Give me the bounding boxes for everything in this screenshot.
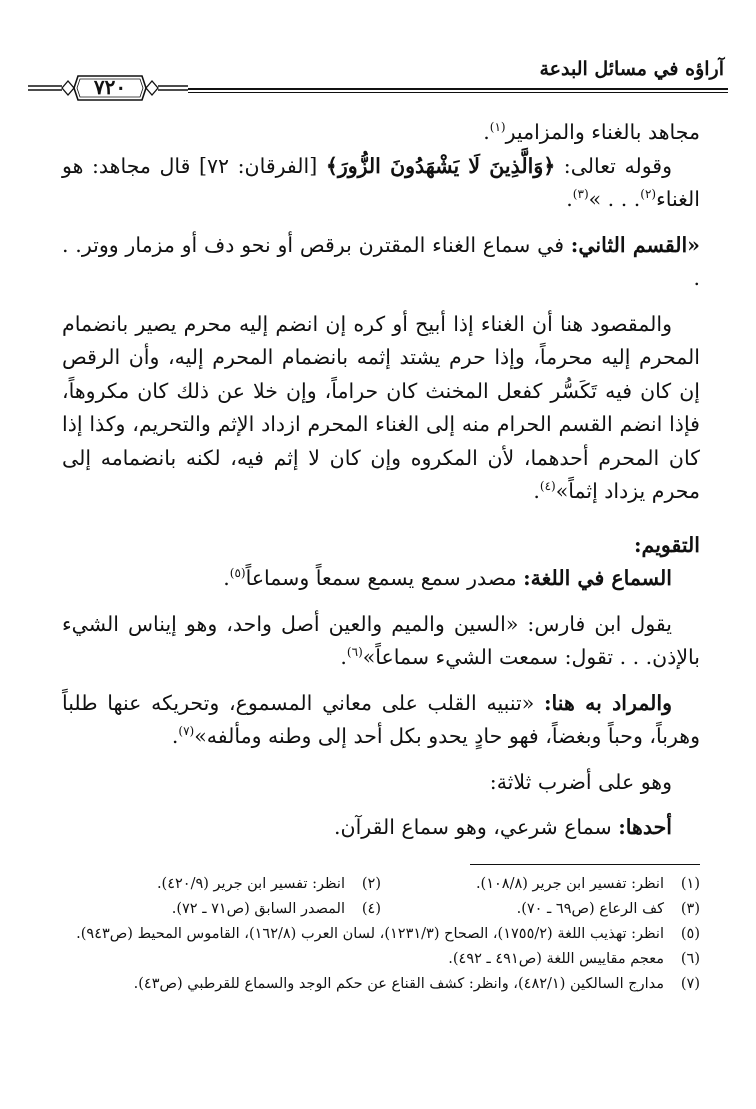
running-title: آراؤه في مسائل البدعة xyxy=(539,58,724,80)
footnote-ref: (٤) xyxy=(539,479,556,494)
footnote-number: (٦) xyxy=(680,951,700,967)
footnote-text: المصدر السابق (ص٧١ ـ ٧٢). xyxy=(171,901,345,917)
footnote-text: مدارج السالكين (٤٨٢/١)، وانظر: كشف القناع عن حكم الوجد والسماع للقرطبي (ص٤٣). xyxy=(133,976,664,992)
footnote-number: (١) xyxy=(680,876,700,892)
term-lead: السماع في اللغة: xyxy=(523,566,672,590)
text-run: مجاهد بالغناء والمزامير xyxy=(505,120,700,144)
section-lead: «القسم الثاني: xyxy=(570,232,700,257)
paragraph-6 xyxy=(62,608,700,675)
footnote-ref: (١) xyxy=(489,120,506,135)
footnotes xyxy=(62,872,700,997)
footnote-ref: (٦) xyxy=(346,645,363,660)
paragraph-7 xyxy=(62,687,700,754)
footnote-row xyxy=(62,897,700,922)
text-run: . xyxy=(566,187,573,211)
main-text xyxy=(62,116,700,845)
paragraph-4 xyxy=(62,308,700,509)
page-header xyxy=(28,52,728,98)
footnote-text: انظر: تهذيب اللغة (١٧٥٥/٢)، الصحاح (١٢٣١/٣)، لسان العرب (١٦٢/٨)، القاموس المحيط (ص٩٤٣). xyxy=(76,926,664,942)
text-run: «تنبيه القلب على معاني المسموع، وتحريكه عنها طلباً وهرباً، وحباً وبغضاً، فهو حادٍ يحدو بكل أحد إلى وطنه ومألفه» xyxy=(62,690,700,748)
text-run: مصدر سمع يسمع سمعاً وسماعاً xyxy=(245,566,524,590)
footnote-number: (٥) xyxy=(680,926,700,942)
footnote-ref: (٧) xyxy=(178,724,195,739)
footnote-3 xyxy=(381,897,700,922)
header-rule-thin xyxy=(188,92,728,93)
text-run: . xyxy=(533,479,540,503)
paragraph-1 xyxy=(62,116,700,150)
text-run: . xyxy=(223,566,230,590)
section-heading: التقويم: xyxy=(633,532,700,557)
footnote-number: (٧) xyxy=(680,976,700,992)
footnote-number: (٣) xyxy=(680,901,700,917)
text-run: في سماع الغناء المقترن برقص أو نحو دف أو مزمار ووتر. . . xyxy=(62,232,700,290)
footnote-separator xyxy=(470,864,700,865)
term-lead: والمراد به هنا: xyxy=(543,690,672,715)
header-rule xyxy=(188,88,728,90)
footnote-4 xyxy=(62,897,381,922)
footnote-number: (٢) xyxy=(361,876,381,892)
footnote-number: (٤) xyxy=(361,901,381,917)
text-run: . xyxy=(171,724,179,748)
footnote-7 xyxy=(62,972,700,997)
paragraph-5 xyxy=(62,562,700,596)
text-run: يقول ابن فارس: «السين والميم والعين أصل واحد، وهو إيناس الشيء بالإذن. . . تقول: سمعت الشيء سماعاً» xyxy=(62,611,700,669)
footnote-ref: (٣) xyxy=(572,187,589,202)
footnote-text: انظر: تفسير ابن جرير (٤٢٠/٩). xyxy=(156,876,345,892)
text-run: [الفرقان: ٧٢] قال مجاهد: هو الغناء xyxy=(62,153,700,211)
footnote-text: معجم مقاييس اللغة (ص٤٩١ ـ ٤٩٢). xyxy=(448,951,664,967)
text-run: وقوله تعالى: xyxy=(555,153,672,178)
footnote-ref: (٢) xyxy=(640,187,657,202)
footnote-text: انظر: تفسير ابن جرير (١٠٨/٨). xyxy=(475,876,664,892)
footnote-row xyxy=(62,872,700,897)
text-run: . . . » xyxy=(588,187,641,211)
footnote-text: كف الرعاع (ص٦٩ ـ ٧٠). xyxy=(516,901,664,917)
term-lead: أحدها: xyxy=(618,815,672,839)
footnote-5 xyxy=(62,922,700,947)
text-run: . xyxy=(483,120,490,144)
text-run: والمقصود هنا أن الغناء إذا أبيح أو كره إن انضم إليه محرم يصير بانضمام المحرم إليه محرماً، وإذا حرم يشتد إثمه بانضمام المحرم إليه، وأن الرقص إن كان فيه تَكَسُّر كفعل المخنث كان حراماً، وإن خلا عن ذلك كان مكروهاً، فإذا انضم القسم الحرام منه إلى الغناء المحرم ازداد الإثم والتحريم، وكذا إذا كان المحرم أحدهما، لأن المكروه وإن كان لا إثم فيه، لكنه بانضمامه إلى محرم يزداد إثماً» xyxy=(62,311,700,503)
footnote-2 xyxy=(62,872,381,897)
paragraph-3 xyxy=(62,229,700,296)
footnote-6 xyxy=(62,947,700,972)
text-run: . xyxy=(340,645,347,669)
footnote-ref: (٥) xyxy=(229,566,246,581)
paragraph-8: وهو على أضرب ثلاثة: xyxy=(489,769,672,794)
paragraph-2 xyxy=(62,150,700,217)
page-number-ornament xyxy=(28,72,188,104)
footnote-1 xyxy=(381,872,700,897)
text-run: سماع شرعي، وهو سماع القرآن. xyxy=(334,815,619,839)
quran-verse: ﴿وَالَّذِينَ لَا يَشْهَدُونَ الزُّورَ﴾ xyxy=(325,153,556,178)
page-number: ٧٢٠ xyxy=(93,75,127,99)
paragraph-9 xyxy=(62,811,700,845)
